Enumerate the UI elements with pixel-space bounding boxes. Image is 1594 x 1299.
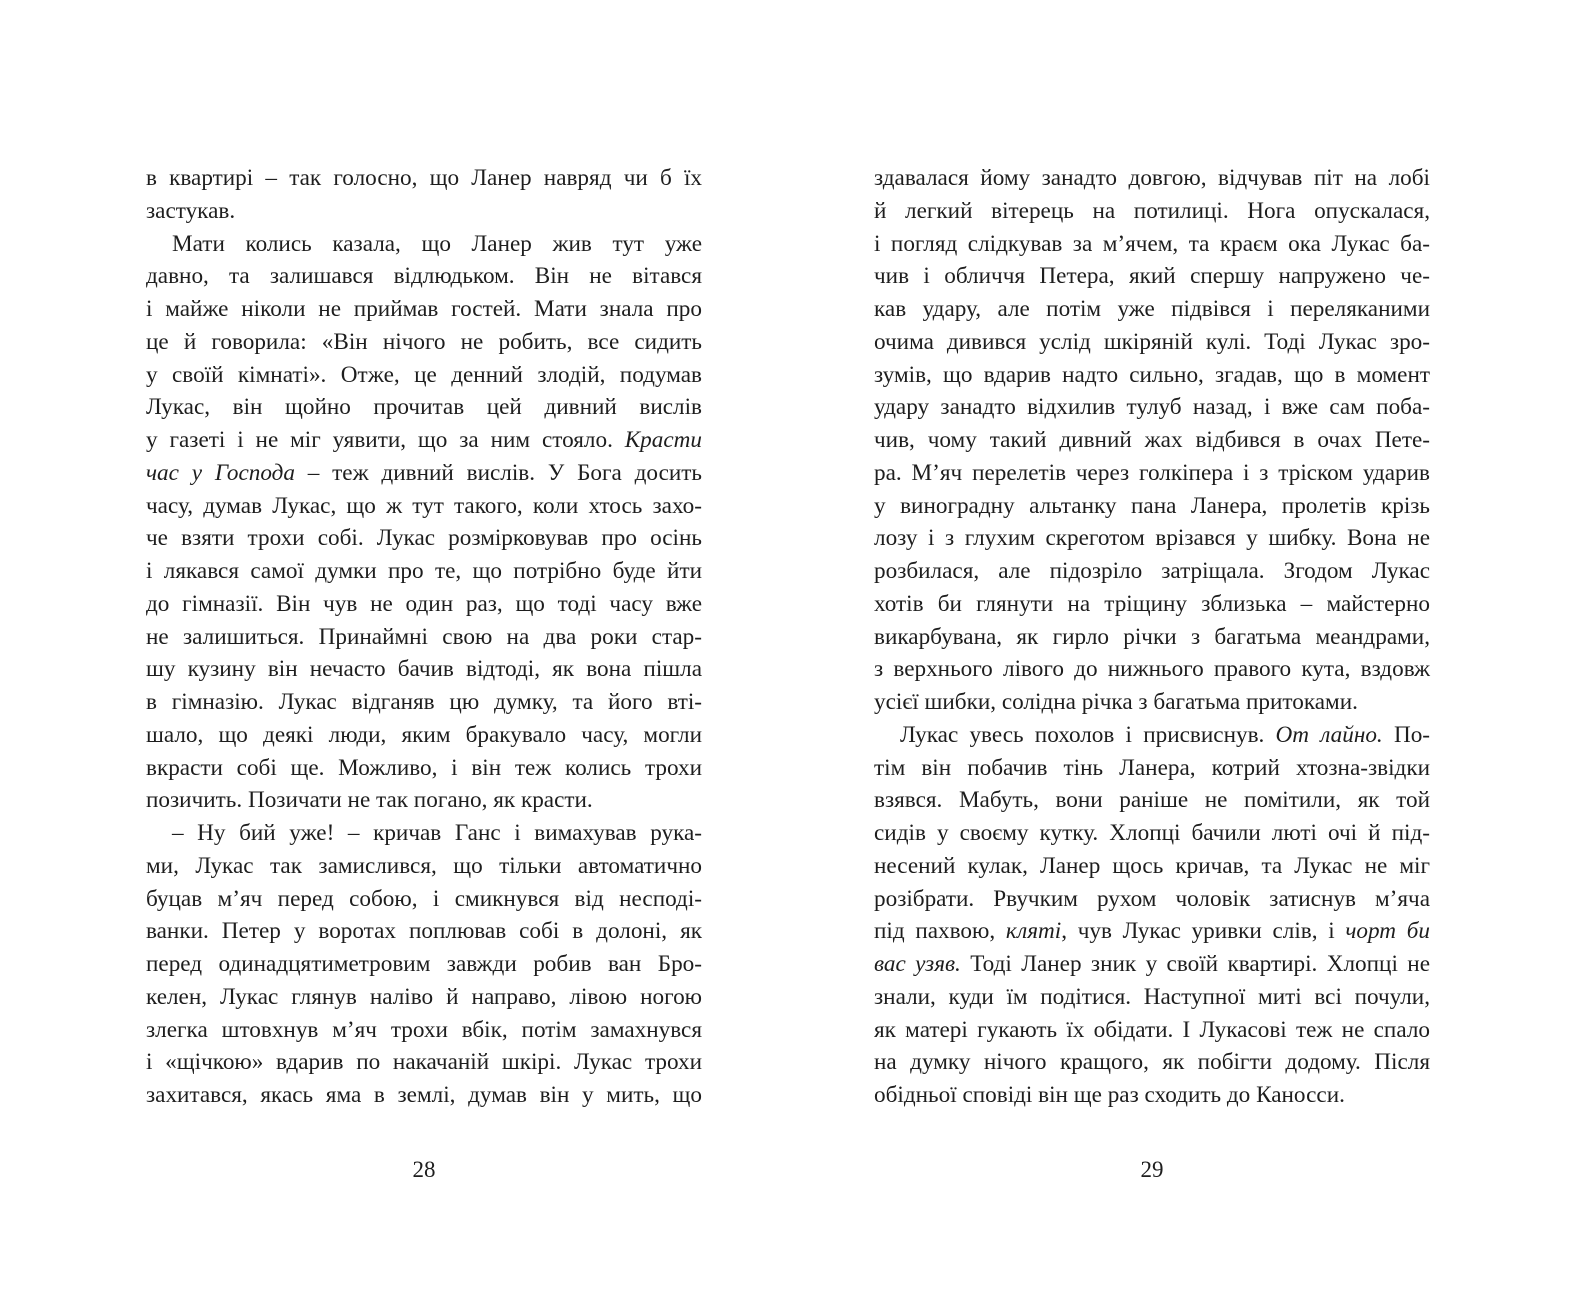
text-segment: вкрасти собі ще. Можливо, і він теж колись трохи [146, 754, 702, 781]
text-segment: буцав м’яч перед собою, і смикнувся від несподі- [146, 885, 702, 912]
text-line [874, 719, 1430, 752]
text-line [874, 981, 1430, 1014]
text-line [146, 457, 702, 490]
text-segment: розбилася, але підозріло затріщала. Згодом Лукас [874, 558, 1430, 584]
text-line [874, 162, 1430, 195]
left-page [146, 162, 702, 1112]
text-segment: сидів у своєму кутку. Хлопці бачили люті очі й під- [874, 820, 1430, 846]
text-segment: усієї шибки, солідна річка з багатьма притоками. [874, 689, 1358, 715]
text-segment: чив і обличчя Петера, який спершу напружено че- [874, 263, 1430, 290]
text-line [874, 195, 1430, 228]
text-segment: викарбувана, як гирло річки з багатьма меандрами, [874, 623, 1430, 650]
text-segment: як матері гукають їх обідати. І Лукасові теж не спало [874, 1016, 1430, 1043]
text-line [874, 490, 1430, 523]
text-segment: злегка штовхнув м’яч трохи вбік, потім замахнувся [146, 1016, 702, 1043]
text-line [874, 424, 1430, 457]
text-segment: зумів, що вдарив надто сильно, згадав, що в момент [874, 361, 1430, 388]
text-line [874, 784, 1430, 817]
text-line [874, 1014, 1430, 1047]
text-line [146, 391, 702, 424]
right-page-number: 29 [1140, 1157, 1164, 1182]
text-segment: шу кузину він нечасто бачив відтоді, як вона пішла [146, 656, 702, 683]
right-page [874, 162, 1430, 1112]
text-segment: часу, думав Лукас, що ж тут такого, коли хтось захо- [146, 492, 702, 519]
text-line [874, 752, 1430, 785]
text-segment: несений кулак, Ланер щось кричав, та Лукас не міг [874, 852, 1430, 879]
text-line [146, 621, 702, 654]
text-line [146, 260, 702, 293]
text-line [146, 719, 702, 752]
text-segment: здавалася йому занадто довгою, відчував піт на лобі [874, 165, 1430, 191]
text-line [146, 555, 702, 588]
text-segment: келен, Лукас глянув наліво й направо, лівою ногою [146, 983, 702, 1010]
text-segment: у виноградну альтанку пана Ланера, пролетів крізь [874, 492, 1430, 519]
text-line [874, 1079, 1430, 1112]
text-segment: давно, та залишався відлюдьком. Він не вітався [146, 263, 702, 290]
text-segment: не залишиться. Принаймні свою на два роки стар- [146, 623, 702, 650]
text-line [146, 686, 702, 719]
text-segment: і погляд слідкував за м’ячем, та краєм ока Лукас ба- [874, 230, 1430, 257]
text-line [146, 490, 702, 523]
text-line [146, 1014, 702, 1047]
text-segment: застукав. [146, 197, 236, 224]
text-segment: розібрати. Рвучким рухом чоловік затиснув м’яча [874, 885, 1430, 912]
text-segment: і майже ніколи не приймав гостей. Мати знала про [146, 296, 702, 322]
text-segment: чив, чому такий дивний жах відбився в очах Петe- [874, 427, 1430, 453]
text-segment: , чув Лукас уривки слів, і [1061, 918, 1346, 945]
text-line [874, 686, 1430, 719]
text-line [874, 555, 1430, 588]
text-segment: – Ну бий уже! – кричав Ганс і вимахував рука- [172, 820, 702, 846]
text-line [146, 424, 702, 457]
text-segment: взявся. Мабуть, вони раніше не помітили, як той [874, 787, 1430, 814]
text-line [874, 850, 1430, 883]
text-line [146, 784, 702, 817]
text-line [146, 588, 702, 621]
text-line [874, 293, 1430, 326]
text-line [874, 653, 1430, 686]
text-segment: це й говорила: «Він нічого не робить, все сидить [146, 328, 702, 355]
left-page-text [146, 162, 702, 1112]
italic-text: вас узяв. [874, 951, 961, 977]
text-line [874, 457, 1430, 490]
text-segment: шало, що деякі люди, яким бракувало часу, могли [146, 721, 702, 748]
text-line [146, 817, 702, 850]
text-line [146, 359, 702, 392]
text-segment: і «щічкою» вдарив по накачаній шкірі. Лукас трохи [146, 1049, 702, 1076]
text-line [874, 621, 1430, 654]
text-segment: ванки. Петер у воротах поплював собі в долоні, як [146, 918, 702, 945]
text-line [146, 162, 702, 195]
text-segment: кав удару, але потім уже підвівся і переляканими [874, 296, 1430, 322]
text-line [146, 981, 702, 1014]
text-line [146, 326, 702, 359]
text-segment: очима дивився услід шкіряній кулі. Тоді Лукас зро- [874, 328, 1430, 355]
text-line [874, 588, 1430, 621]
text-line [146, 195, 702, 228]
text-line [146, 228, 702, 261]
text-line [874, 948, 1430, 981]
text-line [146, 1046, 702, 1079]
text-segment: ра. М’яч перелетів через голкіпера і з тріском ударив [874, 459, 1430, 486]
text-segment: до гімназії. Він чув не один раз, що тоді часу вже [146, 590, 702, 617]
text-line [874, 1046, 1430, 1079]
text-segment: під пахвою, [874, 918, 1006, 945]
text-line [146, 915, 702, 948]
text-segment: у газеті і не міг уявити, що за ним стояло. [146, 427, 625, 453]
text-line [146, 522, 702, 555]
text-line [874, 326, 1430, 359]
text-segment: хотів би глянути на тріщину зблизька – майстерно [874, 590, 1430, 617]
text-segment: захитався, якась яма в землі, думав він у мить, що [146, 1082, 702, 1108]
italic-text: час у Господа [146, 459, 295, 486]
italic-text: Красти [624, 427, 702, 453]
text-segment: Лукас увесь похолов і присвиснув. [900, 721, 1276, 748]
text-line [146, 752, 702, 785]
text-segment: тім він побачив тінь Ланера, котрий хтозна-звідки [874, 754, 1430, 781]
text-segment: в квартирі – так голосно, що Ланер навряд чи б їх [146, 165, 702, 191]
text-line [146, 293, 702, 326]
text-segment: обідньої сповіді він ще раз сходить до Каносси. [874, 1082, 1345, 1108]
text-segment: перед одинадцятиметровим завжди робив ван Бро- [146, 951, 702, 977]
text-line [874, 391, 1430, 424]
right-page-text [874, 162, 1430, 1112]
text-segment: Тоді Ланер зник у своїй квартирі. Хлопці не [960, 951, 1430, 977]
text-segment: че взяти трохи собі. Лукас розмірковував про осінь [146, 525, 702, 552]
text-line [146, 653, 702, 686]
italic-text: чорт би [1345, 918, 1430, 945]
text-segment: – теж дивний вислів. У Бога досить [294, 459, 702, 486]
text-line [874, 228, 1430, 261]
text-line [874, 883, 1430, 916]
left-page-number: 28 [412, 1157, 436, 1182]
text-line [146, 1079, 702, 1112]
text-segment: й легкий вітерець на потилиці. Нога опускалася, [874, 197, 1430, 224]
text-segment: у своїй кімнаті». Отже, це денний злодій, подумав [146, 361, 702, 388]
italic-text: От лайно. [1275, 721, 1383, 748]
text-line [146, 948, 702, 981]
text-line [146, 883, 702, 916]
text-segment: Лукас, він щойно прочитав цей дивний вислів [146, 394, 702, 421]
text-line [874, 817, 1430, 850]
italic-text: кляті [1005, 918, 1062, 945]
text-segment: знали, куди їм подітися. Наступної миті всі почули, [874, 983, 1430, 1010]
text-line [874, 915, 1430, 948]
text-line [874, 260, 1430, 293]
text-segment: позичить. Позичати не так погано, як красти. [146, 787, 593, 814]
text-line [874, 359, 1430, 392]
text-segment: По- [1382, 721, 1431, 748]
text-segment: лозу і з глухим скреготом врізався у шибку. Вона не [874, 525, 1430, 552]
text-line [874, 522, 1430, 555]
text-segment: на думку нічого кращого, як побігти додому. Після [874, 1049, 1430, 1076]
text-segment: з верхнього лівого до нижнього правого кута, вздовж [874, 656, 1430, 683]
text-segment: удару занадто відхилив тулуб назад, і вже сам поба- [874, 394, 1430, 421]
text-line [146, 850, 702, 883]
text-segment: в гімназію. Лукас відганяв цю думку, та його вті- [146, 689, 702, 715]
text-segment: Мати колись казала, що Ланер жив тут уже [172, 230, 702, 257]
text-segment: ми, Лукас так замислився, що тільки автоматично [146, 852, 702, 879]
text-segment: і лякався самої думки про те, що потрібно буде йти [146, 558, 702, 584]
